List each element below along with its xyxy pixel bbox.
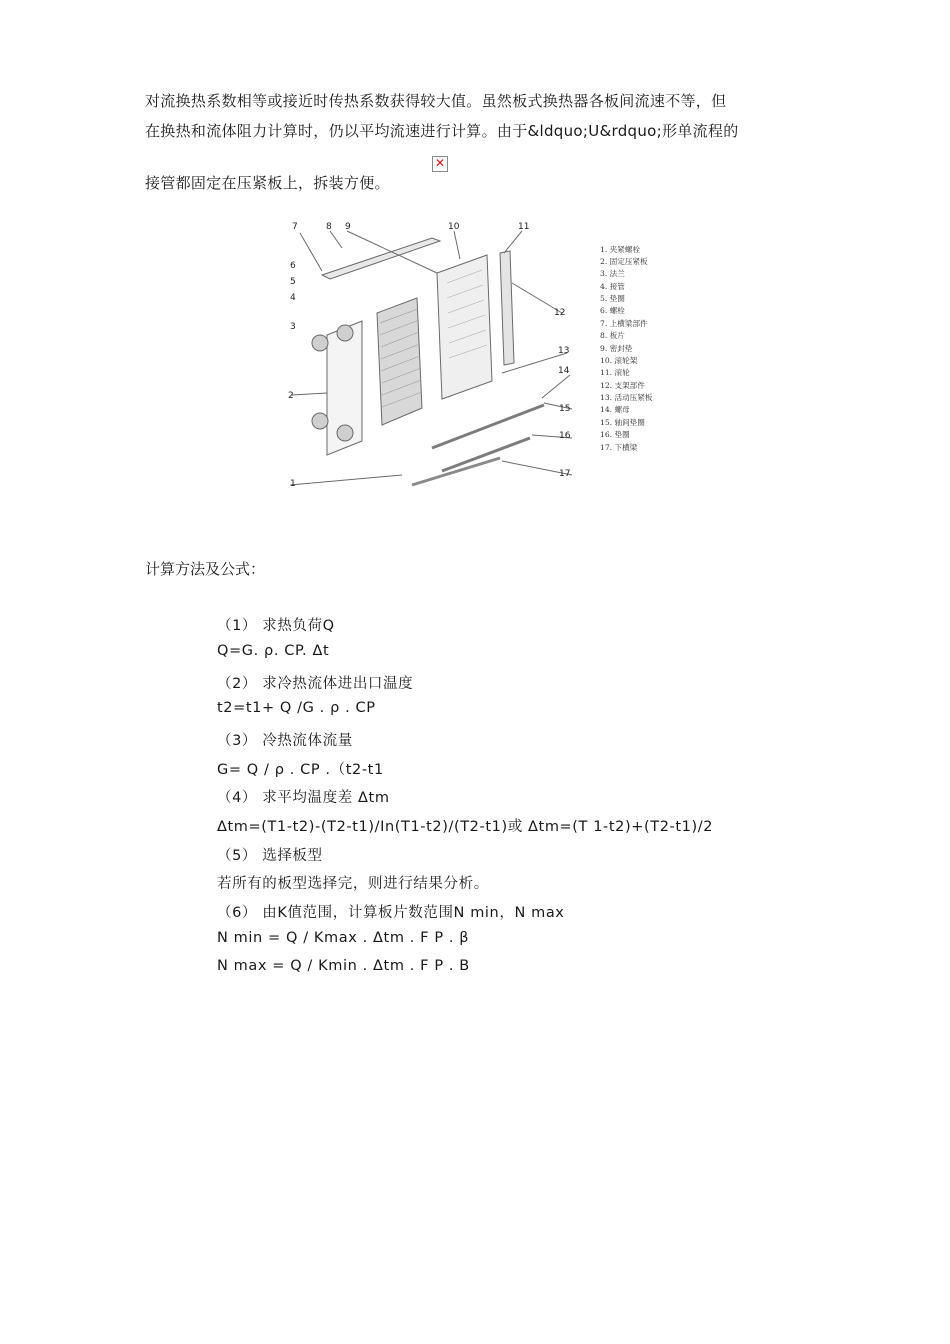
heat-exchanger-exploded-diagram <box>282 213 697 506</box>
legend-item: 17. 下横梁 <box>600 443 638 452</box>
legend-item: 16. 垫圈 <box>600 430 630 439</box>
flange-bottom-right <box>337 425 353 441</box>
legend-item: 3. 法兰 <box>600 269 625 278</box>
legend-item: 2. 固定压紧板 <box>600 257 648 266</box>
callout-12: 12 <box>554 308 566 318</box>
formula-line: （6） 由K值范围，计算板片数范围N min，N max <box>217 905 565 921</box>
support-column <box>500 251 514 365</box>
callout-10: 10 <box>448 222 460 232</box>
formula-line: （2） 求冷热流体进出口温度 <box>217 676 414 692</box>
callout-2: 2 <box>288 391 294 401</box>
formula-line: N min = Q / Kmax . Δtm . F P . β <box>217 930 470 946</box>
formula-line: （3） 冷热流体流量 <box>217 733 353 749</box>
lower-beam <box>412 458 500 485</box>
callout-13: 13 <box>558 346 570 356</box>
legend-item: 13. 活动压紧板 <box>600 393 653 402</box>
callout-6: 6 <box>290 261 296 271</box>
legend-item: 8. 板片 <box>600 331 625 340</box>
legend-item: 4. 接管 <box>600 282 625 291</box>
legend-item: 7. 上横梁部件 <box>600 319 648 328</box>
formula-line: Q=G. ρ. CP. Δt <box>217 643 330 659</box>
legend-item: 15. 轴间垫圈 <box>600 418 645 427</box>
legend-item: 6. 螺栓 <box>600 306 625 315</box>
intro-line-3: 接管都固定在压紧板上，拆装方便。 <box>145 174 390 192</box>
formula-line: 若所有的板型选择完，则进行结果分析。 <box>217 876 489 892</box>
legend-item: 11. 滚轮 <box>600 368 630 377</box>
callout-7: 7 <box>292 222 298 232</box>
parts-legend <box>600 244 653 452</box>
legend-item: 9. 密封垫 <box>600 344 633 353</box>
callout-8: 8 <box>326 222 332 232</box>
intro-line-2: 在换热和流体阻力计算时，仍以平均流速进行计算。由于&ldquo;U&rdquo;形单流程的 <box>145 122 739 140</box>
callout-16: 16 <box>559 431 571 441</box>
formula-line: Δtm=(T1-t2)-(T2-t1)/In(T1-t2)/(T2-t1)或 Δtm=(T 1-t2)+(T2-t1)/2 <box>217 819 714 835</box>
legend-item: 1. 夹紧螺栓 <box>600 245 641 254</box>
broken-image-icon: ✕ <box>432 156 448 172</box>
callout-3: 3 <box>290 322 296 332</box>
formula-line: N max = Q / Kmin . Δtm . F P . B <box>217 958 470 974</box>
callout-14: 14 <box>558 366 570 376</box>
intro-line-1: 对流换热系数相等或接近时传热系数获得较大值。虽然板式换热器各板间流速不等，但 <box>145 92 727 110</box>
legend-item: 5. 垫圈 <box>600 294 625 303</box>
flange-bottom-left <box>312 413 328 429</box>
callout-11: 11 <box>518 222 530 232</box>
legend-item: 12. 支架部件 <box>600 381 645 390</box>
formula-line: （5） 选择板型 <box>217 848 323 864</box>
callout-1: 1 <box>290 479 296 489</box>
formula-line: t2=t1+ Q /G . ρ . CP <box>217 700 376 716</box>
callout-4: 4 <box>290 293 296 303</box>
legend-item: 10. 滚轮架 <box>600 356 638 365</box>
plate-pack <box>377 298 422 425</box>
callout-9: 9 <box>345 222 351 232</box>
section-title: 计算方法及公式： <box>145 560 266 578</box>
flange-top-left <box>312 335 328 351</box>
clamping-bolt-lower <box>442 438 530 471</box>
flange-top-right <box>337 325 353 341</box>
callout-5: 5 <box>290 277 296 287</box>
formula-line: G= Q / ρ . CP .（t2-t1 <box>217 762 384 778</box>
legend-item: 14. 螺母 <box>600 405 630 414</box>
formula-line: （1） 求热负荷Q <box>217 618 335 634</box>
clamping-bolt-upper <box>432 405 544 448</box>
callout-17: 17 <box>559 469 571 479</box>
callout-15: 15 <box>559 404 571 414</box>
formula-line: （4） 求平均温度差 Δtm <box>217 790 390 806</box>
